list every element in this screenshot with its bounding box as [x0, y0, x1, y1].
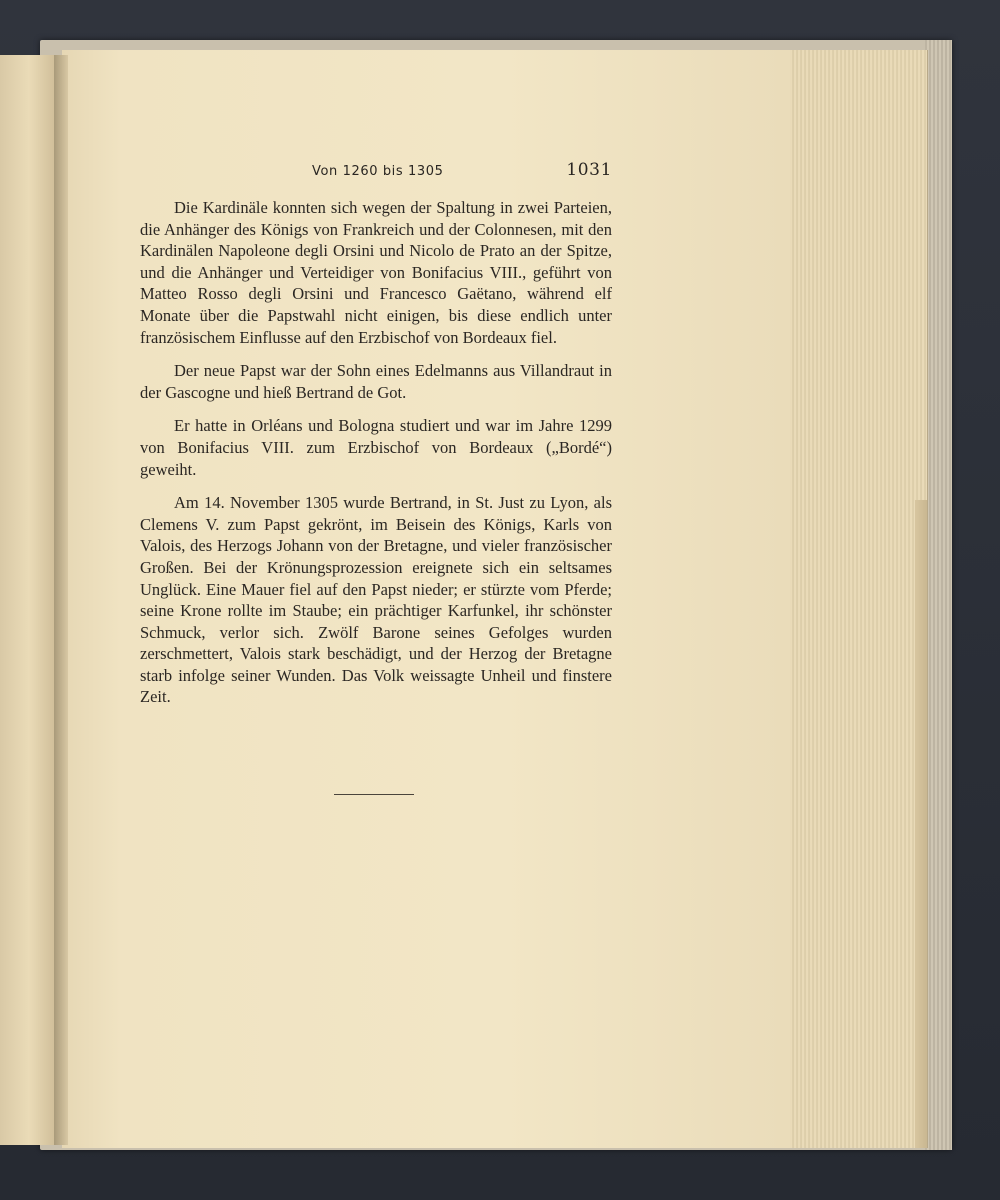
paragraph-4: Am 14. November 1305 wurde Bertrand, in St. Just zu Lyon, als Clemens V. zum Papst gekrönt, im Beisein des Königs, Karls von Valois, des Herzogs Johann von der Bretagne, und vieler französischer Großen. Bei der Krönungsprozession ereignete sich ein seltsames Unglück. Eine Mauer fiel auf den Papst nieder; er stürzte vom Pferde; seine Krone rollte im Staube; ein prächtiger Karfunkel, ihr schönster Schmuck, verlor sich. Zwölf Barone seines Gefolges wurden zerschmettert, Valois stark beschädigt, und der Herzog der Bretagne starb infolge seiner Wunden. Das Volk weissagte Unheil und finstere Zeit.: [140, 493, 612, 707]
book-gutter: [54, 55, 68, 1145]
left-page-edge: [0, 55, 58, 1145]
page-block-edge: [785, 50, 928, 1148]
cover-edge: [925, 40, 952, 1150]
end-rule: [334, 794, 414, 795]
paragraph-3: Er hatte in Orléans und Bologna studiert und war im Jahre 1299 von Bonifacius VIII. zum Erzbischof von Bordeaux („Bordé“) geweiht.: [140, 416, 612, 479]
running-head-title: Von 1260 bis 1305: [312, 164, 444, 179]
paragraph-1: Die Kardinäle konnten sich wegen der Spaltung in zwei Parteien, die Anhänger des Königs von Frankreich und der Colonnesen, mit den Kardinälen Napoleone degli Orsini und Nicolo de Prato an der Spitze, und die Anhänger und Verteidiger von Bonifacius VIII., geführt von Matteo Rosso degli Orsini und Francesco Gaëtano, während elf Monate über die Papstwahl nicht einigen, bis diese endlich unter französischem Einflusse auf den Erzbischof von Bordeaux fiel.: [140, 198, 612, 347]
body-text: [140, 197, 612, 720]
paragraph-2: Der neue Papst war der Sohn eines Edelmanns aus Villandraut in der Gascogne und hieß Bertrand de Got.: [140, 361, 612, 402]
page-number: 1031: [566, 160, 612, 180]
